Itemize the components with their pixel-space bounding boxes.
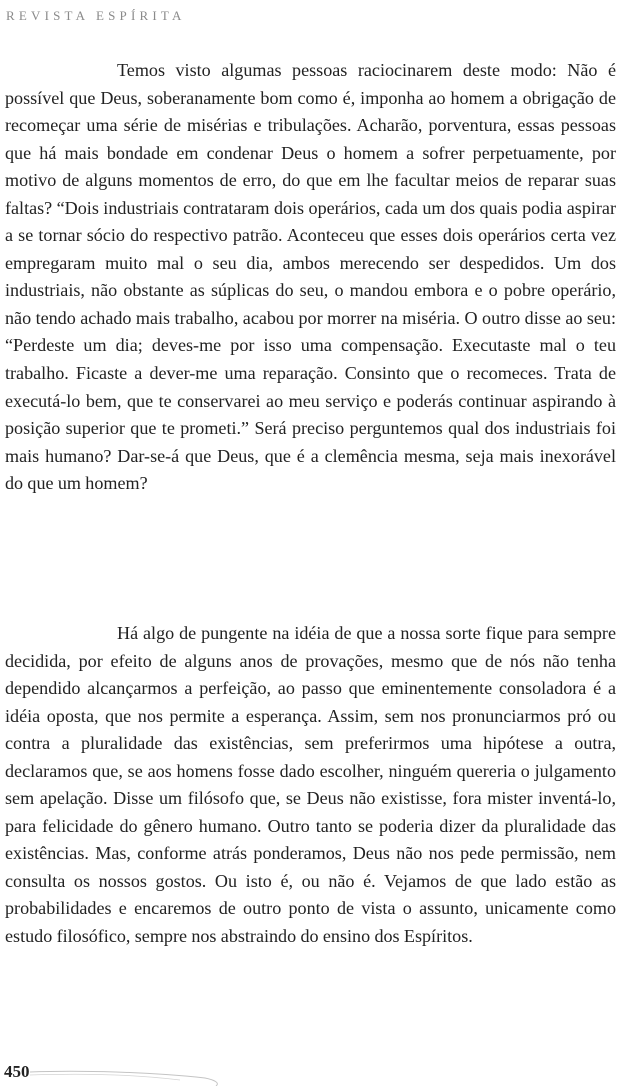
running-header: REVISTA ESPÍRITA bbox=[6, 8, 186, 23]
body-paragraph-1 bbox=[5, 57, 616, 498]
footer-ornament bbox=[30, 1066, 230, 1086]
paragraph-text: Temos visto algumas pessoas raciocinarem deste modo: Não é possível que Deus, soberanamente bom como é, imponha ao homem a obrigação de recomeçar uma série de misérias e tribulações. Acharão, porventura, essas pessoas que há mais bondade em condenar Deus o homem a sofrer perpetuamente, por motivo de alguns momentos de erro, do que em lhe facultar meios de reparar suas faltas? “Dois industriais contrataram dois operários, cada um dos quais podia aspirar a se tornar sócio do respectivo patrão. Aconteceu que esses dois operários certa vez empregaram muito mal o seu dia, ambos merecendo ser despedidos. Um dos industriais, não obstante as súplicas do seu, o mandou embora e o pobre operário, não tendo achado mais trabalho, acabou por morrer na miséria. O outro disse ao seu: “Perdeste um dia; deves-me por isso uma compensação. Executaste mal o teu trabalho. Ficaste a dever-me uma reparação. Consinto que o recomeces. Trata de executá-lo bem, que te conservarei ao meu serviço e poderás continuar aspirando à posição superior que te prometi.” Será preciso perguntemos qual dos industriais foi mais humano? Dar-se-á que Deus, que é a clemência mesma, seja mais inexorável do que um homem? bbox=[5, 60, 616, 494]
body-paragraph-2 bbox=[5, 620, 616, 951]
page-number: 450 bbox=[4, 1062, 30, 1081]
paragraph-text: Há algo de pungente na idéia de que a nossa sorte fique para sempre decidida, por efeito de alguns anos de provações, mesmo que de nós não tenha dependido alcançarmos a perfeição, ao passo que eminentemente consoladora é a idéia oposta, que nos permite a esperança. Assim, sem nos pronunciarmos pró ou contra a pluralidade das existências, sem preferirmos uma hipótese a outra, declaramos que, se aos homens fosse dado escolher, ninguém quereria o julgamento sem apelação. Disse um filósofo que, se Deus não existisse, fora mister inventá-lo, para felicidade do gênero humano. Outro tanto se poderia dizer da pluralidade das existências. Mas, conforme atrás ponderamos, Deus não nos pede permissão, nem consulta os nossos gostos. Ou isto é, ou não é. Vejamos de que lado estão as probabilidades e encaremos de outro ponto de vista o assunto, unicamente como estudo filosófico, sempre nos abstraindo do ensino dos Espíritos. bbox=[5, 623, 616, 947]
